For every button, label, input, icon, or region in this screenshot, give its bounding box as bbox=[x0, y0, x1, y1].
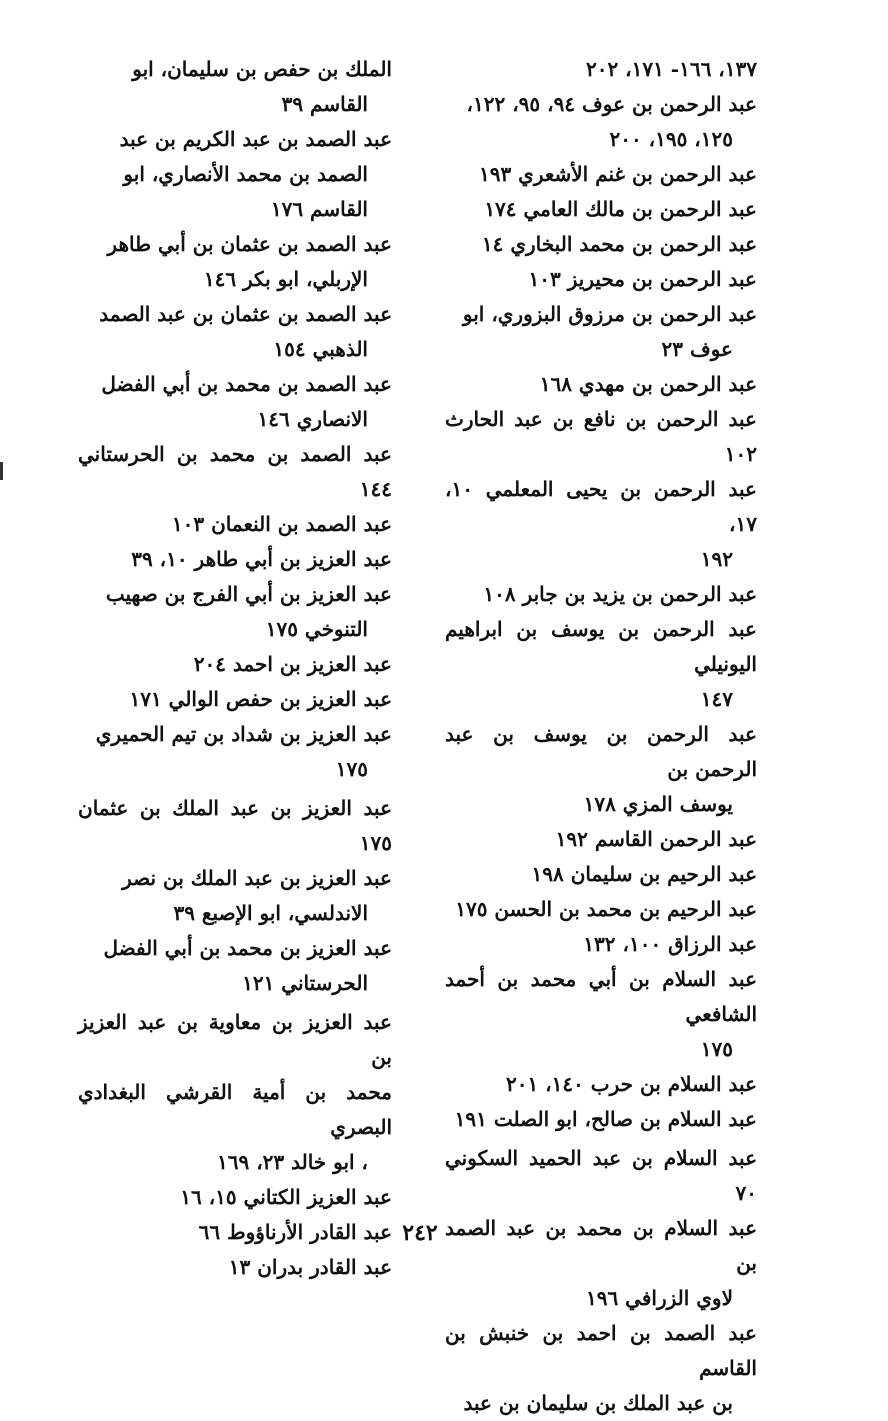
index-entry: عبد الرحمن بن عوف ٩٤، ٩٥، ١٢٢، ١٢٥، ١٩٥، ٢٠٠ bbox=[466, 92, 757, 151]
index-entry: عبد الرحمن بن مرزوق البزوري، ابو عوف ٢٣ bbox=[462, 302, 757, 361]
index-entry: عبد السلام بن حرب ١٤٠، ٢٠١ bbox=[505, 1072, 757, 1096]
index-entry: عبد الصمد بن محمد بن الحرستاني ١٤٤ bbox=[78, 442, 392, 501]
index-entry: عبد الرحيم بن سليمان ١٩٨ bbox=[531, 862, 757, 886]
index-entry: عبد الصمد بن النعمان ١٠٣ bbox=[171, 512, 392, 536]
index-entry: عبد القادر بدران ١٣ bbox=[228, 1255, 392, 1279]
index-column-left bbox=[78, 52, 392, 1285]
index-entry: عبد السلام بن عبد الحميد السكوني ٧٠ bbox=[445, 1146, 757, 1205]
index-entry: عبد الرحمن القاسم ١٩٢ bbox=[555, 827, 757, 851]
index-entry: عبد الرزاق ١٠٠، ١٣٢ bbox=[583, 932, 757, 956]
index-entry: عبد السلام بن صالح، ابو الصلت ١٩١ bbox=[454, 1107, 757, 1131]
index-column-right bbox=[445, 52, 757, 1421]
index-entry: عبد الرحمن بن محيريز ١٠٣ bbox=[528, 267, 757, 291]
index-entry: عبد العزيز بن عبد الملك بن نصر الاندلسي، ابو الإصبع ٣٩ bbox=[122, 866, 392, 925]
index-entry: عبد الرحمن بن مالك العامي ١٧٤ bbox=[484, 197, 757, 221]
index-entry: عبد العزيز الكتاني ١٥، ١٦ bbox=[180, 1185, 392, 1209]
index-entry: عبد السلام بن محمد بن عبد الصمد بن لاوي الزرافي ١٩٦ bbox=[445, 1216, 757, 1310]
index-entry: عبد الرحمن بن محمد البخاري ١٤ bbox=[481, 232, 757, 256]
index-entry: عبد العزيز بن محمد بن أبي الفضل الحرستاني ١٢١ bbox=[103, 936, 392, 995]
index-entry: عبد الصمد بن عبد الكريم بن عبد الصمد بن محمد الأنصاري، ابو القاسم ١٧٦ bbox=[119, 127, 392, 221]
index-entry: عبد الرحمن بن غنم الأشعري ١٩٣ bbox=[478, 162, 757, 186]
index-entry: عبد الصمد بن عثمان بن عبد الصمد الذهبي ١٥٤ bbox=[99, 302, 392, 361]
index-entry: عبد الرحمن بن يزيد بن جابر ١٠٨ bbox=[483, 582, 757, 606]
index-entry: عبد العزيز بن حفص الوالي ١٧١ bbox=[129, 687, 392, 711]
index-entry: عبد القادر الأرناؤوط ٦٦ bbox=[198, 1220, 392, 1244]
index-entry: عبد العزيز بن أبي الفرج بن صهيب التنوخي ١٧٥ bbox=[105, 582, 392, 641]
scan-edge-mark bbox=[0, 462, 3, 480]
index-entry: عبد العزيز بن احمد ٢٠٤ bbox=[193, 652, 392, 676]
index-entry: عبد العزيز بن أبي طاهر ١٠، ٣٩ bbox=[131, 547, 392, 571]
index-entry: عبد الصمد بن محمد بن أبي الفضل الانصاري ١٤٦ bbox=[101, 372, 392, 431]
index-entry: عبد الرحمن بن يوسف بن عبد الرحمن بن يوسف المزي ١٧٨ bbox=[445, 722, 757, 816]
index-entry: عبد الرحمن بن مهدي ١٦٨ bbox=[539, 372, 757, 396]
index-entry: عبد السلام بن أبي محمد بن أحمد الشافعي ١٧٥ bbox=[445, 967, 757, 1061]
index-entry: عبد الرحيم بن محمد بن الحسن ١٧٥ bbox=[455, 897, 757, 921]
index-entry: عبد العزيز بن عبد الملك بن عثمان ١٧٥ bbox=[78, 796, 392, 855]
index-entry: ١٣٧، ١٦٦- ١٧١، ٢٠٢ bbox=[585, 57, 757, 81]
index-entry: عبد الصمد بن احمد بن خنبش بن القاسم بن عبد الملك بن سليمان بن عبد bbox=[445, 1321, 757, 1415]
index-entry: الملك بن حفص بن سليمان، ابو القاسم ٣٩ bbox=[132, 57, 392, 116]
index-entry: عبد الرحمن بن يوسف بن ابراهيم اليونيلي ١٤٧ bbox=[445, 617, 757, 711]
index-entry: عبد الرحمن بن يحيى المعلمي ١٠، ١٧، ١٩٢ bbox=[445, 477, 757, 571]
index-entry: عبد الرحمن بن نافع بن عبد الحارث ١٠٢ bbox=[445, 407, 757, 466]
index-entry: عبد العزيز بن شداد بن تيم الحميري ١٧٥ bbox=[95, 722, 392, 781]
index-entry: عبد العزيز بن معاوية بن عبد العزيز بن محمد بن أمية القرشي البغدادي البصري ، ابو خالد ٢٣، ١٦٩ bbox=[78, 1010, 392, 1174]
index-entry: عبد الصمد بن عثمان بن أبي طاهر الإربلي، ابو بكر ١٤٦ bbox=[107, 232, 392, 291]
page-number: ٢٤٢ bbox=[402, 1220, 438, 1246]
